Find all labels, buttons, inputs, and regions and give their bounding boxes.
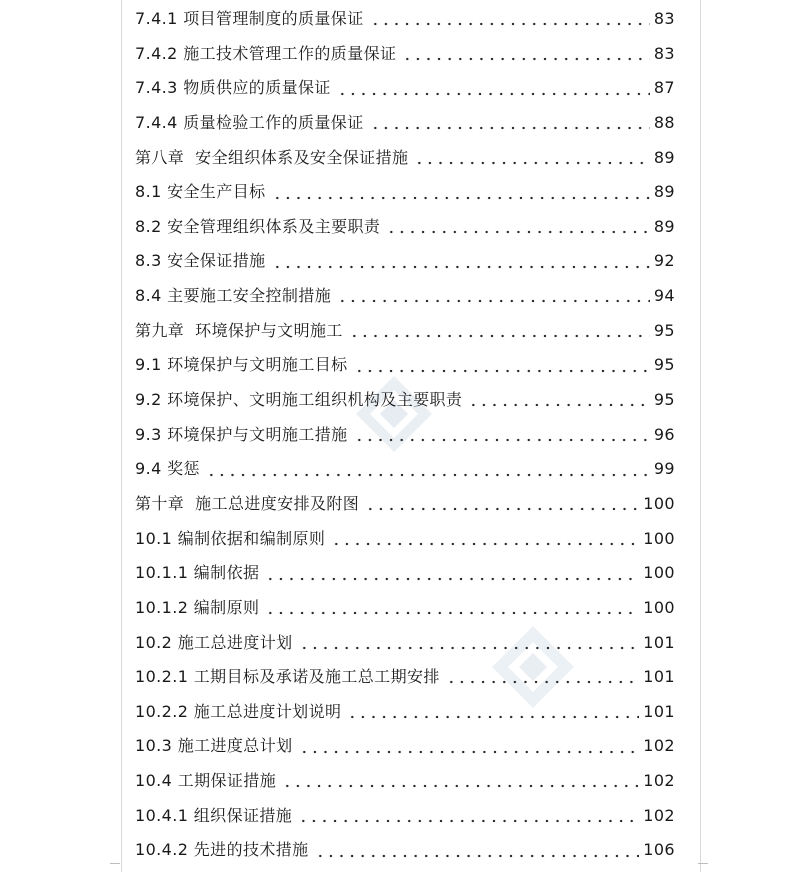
toc-dot-leader (270, 254, 650, 270)
toc-dot-leader (368, 11, 650, 27)
toc-dot-leader (263, 566, 639, 582)
toc-entry-page-number: 102 (643, 805, 675, 825)
toc-entry-title: 7.4.1 项目管理制度的质量保证 (135, 9, 364, 28)
toc-entry[interactable] (135, 383, 675, 418)
toc-entry-title: 8.2 安全管理组织体系及主要职责 (135, 216, 381, 236)
toc-entry[interactable] (135, 71, 675, 106)
toc-entry-page-number: 100 (643, 493, 675, 513)
toc-entry-page-number: 101 (643, 632, 675, 652)
toc-entry[interactable] (135, 591, 675, 626)
toc-entry-title: 10.4.2 先进的技术措施 (135, 840, 309, 860)
toc-entry-page-number: 89 (653, 182, 675, 202)
toc-dot-leader (384, 219, 649, 235)
toc-entry-page-number: 95 (653, 320, 675, 340)
toc-dot-leader (270, 185, 650, 201)
toc-dot-leader (313, 843, 640, 859)
toc-dot-leader (335, 81, 650, 97)
toc-entry-page-number: 83 (653, 9, 675, 28)
toc-entry[interactable] (135, 556, 675, 591)
toc-dot-leader (280, 773, 639, 789)
toc-dot-leader (204, 462, 650, 478)
toc-entry-page-number: 101 (643, 667, 675, 687)
toc-entry-page-number: 100 (643, 528, 675, 548)
toc-dot-leader (466, 392, 649, 408)
toc-entry[interactable] (135, 418, 675, 453)
toc-entry-page-number: 100 (643, 597, 675, 617)
toc-entry-page-number: 100 (643, 563, 675, 583)
toc-dot-leader (400, 46, 649, 62)
toc-entry[interactable] (135, 141, 675, 176)
toc-entry-page-number: 83 (653, 43, 675, 63)
toc-dot-leader (363, 496, 639, 512)
toc-entry-page-number: 102 (643, 771, 675, 791)
page-margin-line-right (700, 0, 701, 872)
toc-entry-title: 10.3 施工进度总计划 (135, 736, 293, 756)
toc-dot-leader (296, 808, 639, 824)
toc-entry[interactable] (135, 833, 675, 868)
toc-dot-leader (368, 115, 650, 131)
toc-entry-page-number: 88 (653, 112, 675, 132)
toc-dot-leader (347, 323, 650, 339)
toc-entry-page-number: 89 (653, 216, 675, 236)
toc-entry[interactable] (135, 452, 675, 487)
toc-entry-title: 8.1 安全生产目标 (135, 182, 266, 202)
toc-entry[interactable] (135, 244, 675, 279)
toc-entry-title: 7.4.3 物质供应的质量保证 (135, 78, 331, 98)
toc-dot-leader (444, 669, 639, 685)
toc-entry-page-number: 102 (643, 736, 675, 756)
toc-entry-title: 10.2 施工总进度计划 (135, 632, 293, 652)
toc-entry-title: 第十章 施工总进度安排及附图 (135, 493, 360, 513)
toc-dot-leader (345, 704, 639, 720)
toc-entry-title: 10.2.1 工期目标及承诺及施工总工期安排 (135, 667, 440, 687)
toc-entry-title: 10.4 工期保证措施 (135, 771, 277, 791)
toc-entry[interactable] (135, 729, 675, 764)
toc-entry-title: 9.4 奖惩 (135, 459, 200, 479)
toc-entry-title: 10.1.1 编制依据 (135, 563, 260, 583)
toc-dot-leader (352, 358, 650, 374)
toc-entry-page-number: 99 (653, 459, 675, 479)
toc-entry[interactable] (135, 487, 675, 522)
toc-dot-leader (412, 150, 649, 166)
toc-entry-title: 9.1 环境保护与文明施工目标 (135, 355, 348, 375)
toc-entry-page-number: 95 (653, 355, 675, 375)
toc-entry-page-number: 94 (653, 286, 675, 306)
toc-entry-page-number: 95 (653, 390, 675, 410)
toc-entry-title: 8.3 安全保证措施 (135, 251, 266, 271)
toc-entry-page-number: 101 (643, 701, 675, 721)
toc-entry[interactable] (135, 799, 675, 834)
toc-entry[interactable] (135, 695, 675, 730)
toc-entry[interactable] (135, 37, 675, 72)
toc-entry-title: 10.2.2 施工总进度计划说明 (135, 701, 342, 721)
toc-entry-title: 9.3 环境保护与文明施工措施 (135, 424, 348, 444)
toc-entry-title: 第九章 环境保护与文明施工 (135, 320, 343, 340)
toc-entry[interactable] (135, 279, 675, 314)
toc-entry-title: 8.4 主要施工安全控制措施 (135, 286, 332, 306)
toc-entry-title: 10.4.1 组织保证措施 (135, 805, 293, 825)
toc-entry-title: 9.2 环境保护、文明施工组织机构及主要职责 (135, 390, 463, 410)
toc-entry[interactable] (135, 210, 675, 245)
toc-entry[interactable] (135, 522, 675, 557)
toc-entry[interactable] (135, 314, 675, 349)
page-margin-line-left (121, 0, 122, 872)
toc-entry-title: 7.4.4 质量检验工作的质量保证 (135, 112, 364, 132)
toc-entry-title: 10.1 编制依据和编制原则 (135, 528, 326, 548)
toc-dot-leader (329, 531, 639, 547)
toc-entry[interactable] (135, 2, 675, 37)
toc-entry[interactable] (135, 764, 675, 799)
toc-entry-page-number: 106 (643, 840, 675, 860)
toc-entry-title: 10.1.2 编制原则 (135, 597, 260, 617)
toc-dot-leader (263, 600, 639, 616)
toc-dot-leader (335, 288, 650, 304)
toc-dot-leader (352, 427, 650, 443)
toc-entry[interactable] (135, 660, 675, 695)
toc-entry[interactable] (135, 348, 675, 383)
toc-entry[interactable] (135, 175, 675, 210)
toc-entry-title: 7.4.2 施工技术管理工作的质量保证 (135, 43, 397, 63)
table-of-contents (135, 2, 675, 868)
toc-dot-leader (297, 635, 640, 651)
toc-entry-page-number: 92 (653, 251, 675, 271)
toc-entry-page-number: 87 (653, 78, 675, 98)
toc-dot-leader (297, 739, 640, 755)
toc-entry-title: 第八章 安全组织体系及安全保证措施 (135, 147, 409, 167)
toc-entry[interactable] (135, 106, 675, 141)
toc-entry-page-number: 96 (653, 424, 675, 444)
toc-entry-page-number: 89 (653, 147, 675, 167)
toc-entry[interactable] (135, 626, 675, 661)
